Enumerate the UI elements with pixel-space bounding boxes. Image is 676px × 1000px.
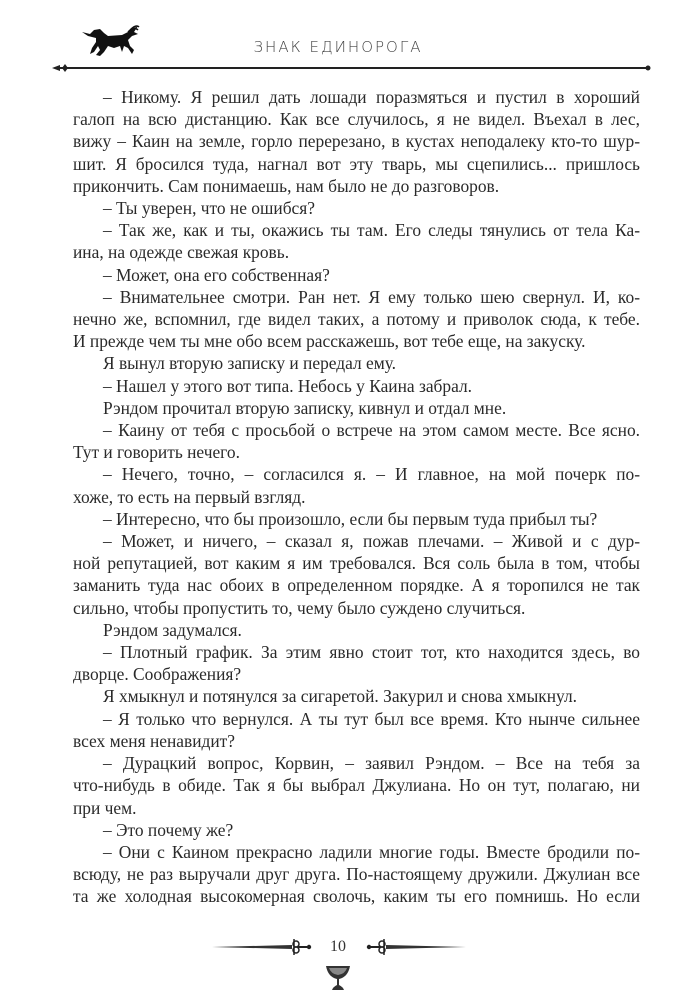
paragraph — [73, 508, 640, 530]
text-line: – Интересно, что бы произошло, если бы первым туда прибыл ты? — [103, 508, 598, 529]
text-line: – Никому. Я решил дать лошади поразмяться и пустил в хороший — [103, 87, 640, 107]
text-line: галоп на всю дистанцию. Как все случилось, я не видел. Въехал в лес, — [73, 109, 640, 130]
page-number: 10 — [330, 938, 346, 955]
text-line: – Они с Каином прекрасно ладили многие годы. Вместе бродили по- — [103, 841, 640, 862]
paragraph — [73, 463, 640, 507]
paragraph — [73, 286, 640, 353]
paragraph — [73, 819, 640, 841]
running-title: ЗНАК ЕДИНОРОГА — [253, 38, 423, 56]
page-header — [0, 0, 676, 80]
text-line: ной репутацией, вот каким я им требовался. Вся соль была в том, чтобы — [73, 553, 640, 574]
paragraph — [73, 708, 640, 752]
text-line: прикончить. Сам понимаешь, нам было не до разговоров. — [73, 175, 500, 196]
text-line: та же холодная высокомерная сволочь, каким ты его помнишь. Но если — [73, 886, 640, 907]
paragraph — [73, 641, 640, 685]
text-line: И прежде чем ты мне обо всем расскажешь, вот тебе еще, на закуску. — [73, 331, 586, 352]
paragraph — [73, 375, 640, 397]
text-line: Я вынул вторую записку и передал ему. — [103, 353, 397, 374]
text-line: – Нечего, точно, – согласился я. – И главное, на мой почерк по- — [103, 464, 640, 485]
paragraph — [73, 86, 640, 197]
paragraph — [73, 841, 640, 908]
chalice-icon — [324, 963, 352, 993]
text-line: всех меня ненавидит? — [73, 730, 235, 751]
text-line: – Может, она его собственная? — [103, 264, 330, 285]
text-line: – Ты уверен, что не ошибся? — [103, 198, 315, 219]
text-line: Тут и говорить нечего. — [73, 442, 240, 463]
text-line: – Может, и ничего, – сказал я, пожав плечами. – Живой и с дур- — [103, 531, 640, 552]
paragraph — [73, 530, 640, 619]
sword-right-icon — [366, 939, 466, 955]
paragraph — [73, 419, 640, 463]
paragraph — [73, 264, 640, 286]
text-line: сильно, чтобы пропустить то, чему было суждено случиться. — [73, 597, 526, 618]
paragraph — [73, 685, 640, 707]
paragraph — [73, 352, 640, 374]
text-line: хоже, то есть на первый взгляд. — [73, 486, 306, 507]
text-line: дворце. Соображения? — [73, 664, 242, 685]
text-line: ина, на одежде свежая кровь. — [73, 242, 290, 263]
text-line: всюду, не раз выручали друг друга. По-настоящему дружили. Джулиан все — [73, 864, 640, 885]
text-line: вижу – Каин на земле, горло перерезано, в кустах неподалеку кто-то шур- — [73, 131, 640, 152]
paragraph — [73, 219, 640, 263]
text-line: заманить туда нас обоих в определенном порядке. А я торопился не так — [73, 575, 640, 596]
header-rule — [52, 63, 652, 73]
text-line: шит. Я бросился туда, нагнал вот эту тварь, мы сцепились... пришлось — [73, 153, 640, 174]
text-line: – Нашел у этого вот типа. Небось у Каина забрал. — [103, 375, 472, 396]
text-line: Рэндом задумался. — [103, 619, 242, 640]
paragraph — [73, 397, 640, 419]
body-text — [73, 86, 640, 908]
paragraph — [73, 197, 640, 219]
paragraph — [73, 619, 640, 641]
text-line: что-нибудь в обиде. Так я бы выбрал Джулиана. Но он тут, полагаю, ни — [73, 775, 640, 796]
text-line: – Плотный график. За этим явно стоит тот, кто находится здесь, во — [103, 642, 640, 663]
text-line: при чем. — [73, 797, 137, 818]
text-line: – Внимательнее смотри. Ран нет. Я ему только шею свернул. И, ко- — [103, 286, 640, 307]
text-line: Я хмыкнул и потянулся за сигаретой. Закурил и снова хмыкнул. — [103, 686, 577, 707]
page-footer — [0, 925, 676, 1000]
text-line: – Дурацкий вопрос, Корвин, – заявил Рэндом. – Все на тебя за — [103, 753, 640, 774]
text-line: – Это почему же? — [103, 819, 234, 840]
text-line: – Я только что вернулся. А ты тут был все время. Кто нынче сильнее — [103, 708, 640, 729]
text-line: – Так же, как и ты, окажись ты там. Его следы тянулись от тела Ка- — [103, 220, 640, 241]
text-line: Рэндом прочитал вторую записку, кивнул и отдал мне. — [103, 397, 507, 418]
text-line: – Каину от тебя с просьбой о встрече на этом самом месте. Все ясно. — [103, 420, 640, 441]
paragraph — [73, 752, 640, 819]
text-line: нечно же, вспомнил, где видел таких, а потому и приволок сюда, к тебе. — [73, 309, 640, 330]
